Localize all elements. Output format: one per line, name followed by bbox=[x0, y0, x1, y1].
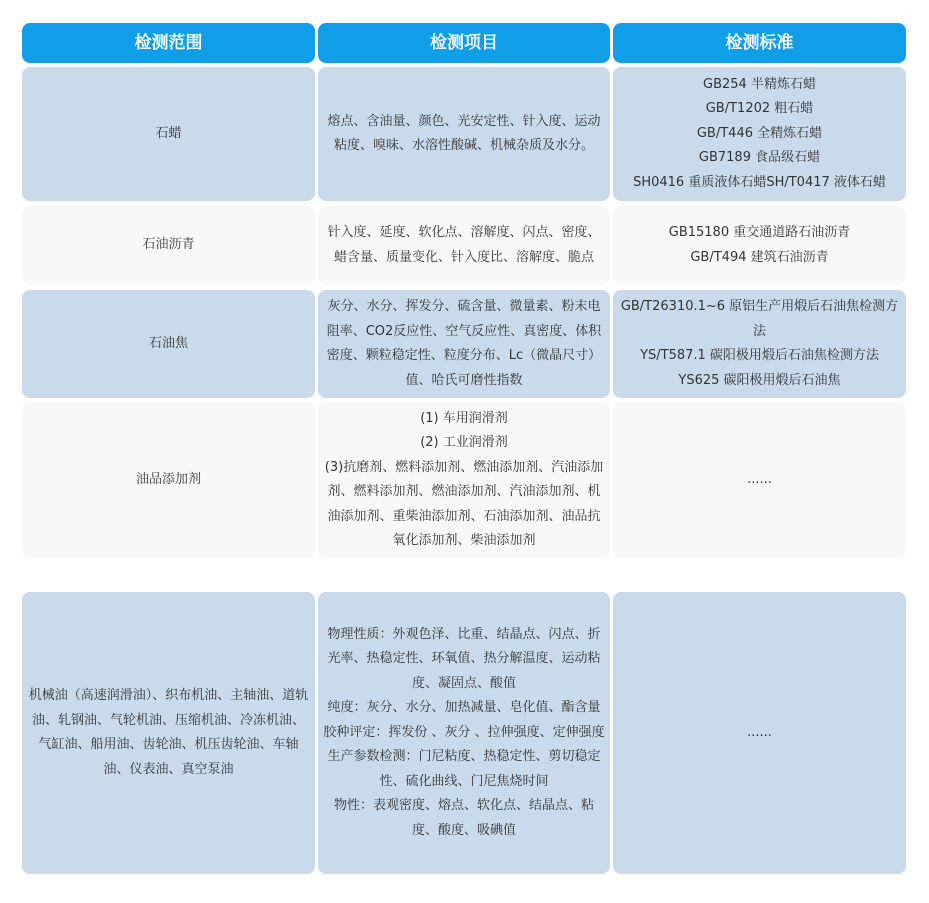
standard-line: GB/T26310.1~6 原铝生产用煅后石油焦检测方法 bbox=[620, 299, 899, 339]
items-line: 胶种评定：挥发份 、灰分 、拉伸强度、定伸强度 bbox=[323, 724, 605, 740]
standard-line: SH0416 重质液体石蜡SH/T0417 液体石蜡 bbox=[633, 174, 886, 190]
scope-text: 石油焦 bbox=[148, 335, 188, 351]
table-row-items bbox=[318, 67, 610, 201]
table-row-standards bbox=[613, 592, 906, 874]
items-line: 生产参数检测：门尼粘度、热稳定性、剪切稳定性、硫化曲线、门尼焦烧时间 bbox=[327, 749, 601, 789]
table-row-standards bbox=[613, 67, 906, 201]
items-text: 灰分、水分、挥发分、硫含量、微量素、粉末电阻率、CO2反应性、空气反应性、真密度、体积密度、颗粒稳定性、粒度分布、Lc（微晶尺寸）值、哈氏可磨性指数 bbox=[326, 299, 602, 388]
standard-line: GB/T494 建筑石油沥青 bbox=[690, 249, 829, 265]
table-row-scope bbox=[22, 592, 315, 874]
items-text: 针入度、延度、软化点、溶解度、闪点、密度、蜡含量、质量变化、针入度比、溶解度、脆点 bbox=[327, 225, 601, 265]
items-line: 物性：表观密度、熔点、软化点、结晶点、粘度、酸度、吸碘值 bbox=[333, 798, 594, 838]
items-text: 熔点、含油量、颜色、光安定性、针入度、运动粘度、嗅味、水溶性酸碱、机械杂质及水分。 bbox=[327, 113, 601, 153]
header-scope bbox=[22, 23, 315, 63]
scope-text: 石油沥青 bbox=[142, 237, 195, 253]
table-row-items bbox=[318, 290, 610, 398]
header-standards-label: 检测标准 bbox=[725, 32, 794, 53]
table-row-scope bbox=[22, 206, 315, 285]
standard-line: GB7189 食品级石蜡 bbox=[698, 150, 821, 166]
standard-line: ...... bbox=[747, 471, 772, 487]
table-row-scope bbox=[22, 290, 315, 398]
table-row-scope bbox=[22, 402, 315, 558]
table-row-items bbox=[318, 206, 610, 285]
table-row-standards bbox=[613, 290, 906, 398]
header-items-label: 检测项目 bbox=[430, 32, 498, 53]
table-row-scope bbox=[22, 67, 315, 201]
header-items bbox=[318, 23, 610, 63]
table-row-items bbox=[318, 592, 610, 874]
standard-line: GB/T446 全精炼石蜡 bbox=[696, 125, 823, 141]
items-line: (1) 车用润滑剂 bbox=[420, 410, 508, 426]
standard-line: GB254 半精炼石蜡 bbox=[703, 76, 816, 92]
standard-line: YS625 碳阳极用煅后石油焦 bbox=[678, 372, 841, 388]
table-row-items bbox=[318, 402, 610, 558]
standard-line: GB/T1202 粗石蜡 bbox=[705, 101, 814, 117]
scope-text: 机械油（高速润滑油）、织布机油、主轴油、道轨油、轧钢油、气轮机油、压缩机油、冷冻机油、气缸油、船用油、齿轮油、机压齿轮油、车轴油、仪表油、真空泵油 bbox=[28, 688, 309, 777]
table-row-standards bbox=[613, 206, 906, 285]
items-line: 纯度：灰分、水分、加热减量、皂化值、酯含量 bbox=[327, 700, 601, 716]
standard-line: YS/T587.1 碳阳极用煅后石油焦检测方法 bbox=[640, 348, 879, 363]
scope-text: 油品添加剂 bbox=[135, 471, 201, 487]
header-standards bbox=[613, 23, 906, 63]
scope-text: 石蜡 bbox=[155, 125, 182, 141]
table-row-standards bbox=[613, 402, 906, 558]
header-scope-label: 检测范围 bbox=[134, 32, 203, 53]
items-line: (3)抗磨剂、燃料添加剂、燃油添加剂、汽油添加剂、燃料添加剂、燃油添加剂、汽油添加剂、机油添加剂、重柴油添加剂、石油添加剂、油品抗氧化添加剂、柴油添加剂 bbox=[324, 459, 604, 548]
items-line: (2) 工业润滑剂 bbox=[420, 435, 508, 450]
standard-line: GB15180 重交通道路石油沥青 bbox=[668, 225, 851, 240]
items-line: 物理性质：外观色泽、比重、结晶点、闪点、折光率、热稳定性、环氧值、热分解温度、运动粘度、凝固点、酸值 bbox=[327, 626, 601, 691]
standard-line: ...... bbox=[747, 724, 772, 740]
